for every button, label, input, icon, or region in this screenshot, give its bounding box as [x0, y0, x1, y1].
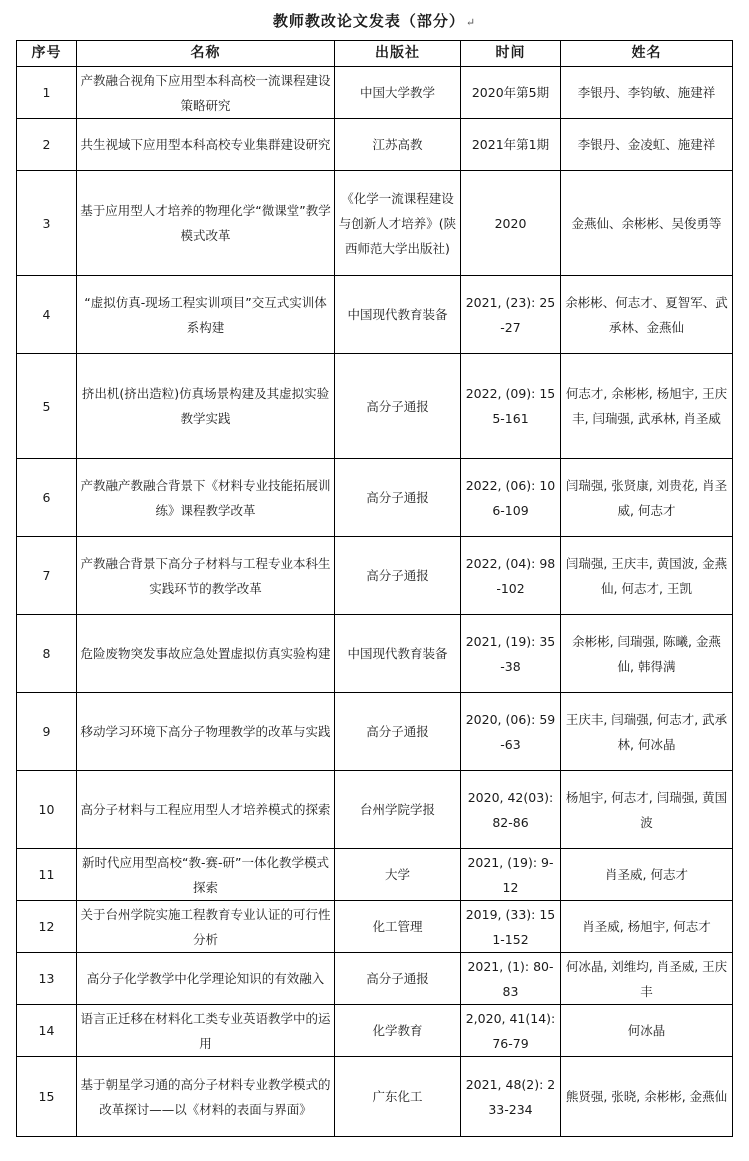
- paper-title-cell: [77, 1057, 335, 1137]
- row-number: 4: [42, 307, 51, 322]
- row-number-cell: [17, 849, 77, 901]
- publish-time: 2021, (19): 9-12: [467, 854, 554, 895]
- publisher-cell: [335, 537, 461, 615]
- paper-title: 危险废物突发事故应急处置虚拟仿真实验构建: [80, 646, 331, 661]
- authors: 肖圣威, 何志才: [605, 867, 688, 882]
- publisher: 大学: [384, 867, 410, 882]
- authors-cell: [561, 901, 733, 953]
- paper-title-cell: [77, 459, 335, 537]
- authors-cell: [561, 276, 733, 354]
- authors-cell: [561, 537, 733, 615]
- row-number: 13: [38, 971, 55, 986]
- paper-title-cell: [77, 171, 335, 276]
- row-number: 6: [42, 490, 51, 505]
- publisher-cell: [335, 1005, 461, 1057]
- table-row: [17, 771, 733, 849]
- paper-title: 语言正迁移在材料化工类专业英语教学中的运用: [80, 1010, 331, 1051]
- paper-title: 高分子化学教学中化学理论知识的有效融入: [86, 971, 325, 986]
- publisher: 高分子通报: [366, 490, 429, 505]
- paper-title-cell: [77, 771, 335, 849]
- authors: 杨旭宇, 何志才, 闫瑞强, 黄国波: [565, 789, 728, 830]
- publish-time: 2021, (19): 35-38: [465, 633, 556, 674]
- publish-time: 2020年第5期: [471, 85, 550, 100]
- row-number: 5: [42, 398, 51, 414]
- table-row: [17, 276, 733, 354]
- paper-title: 基于应用型人才培养的物理化学“微课堂”教学模式改革: [80, 203, 331, 243]
- authors: 余彬彬, 闫瑞强, 陈曦, 金燕仙, 韩得满: [572, 633, 721, 674]
- authors: 何冰晶: [627, 1023, 666, 1038]
- paper-title: 新时代应用型高校“教-赛-研”一体化教学模式探索: [82, 854, 329, 895]
- row-number-cell: [17, 171, 77, 276]
- paper-title: 关于台州学院实施工程教育专业认证的可行性分析: [80, 906, 331, 947]
- paper-title: 产教融产教融合背景下《材料专业技能拓展训练》课程教学改革: [80, 477, 331, 518]
- publisher-cell: [335, 771, 461, 849]
- publisher: 化学教育: [372, 1023, 423, 1038]
- row-number-cell: [17, 276, 77, 354]
- paper-title: 基于朝星学习通的高分子材料专业教学模式的改革探讨——以《材料的表面与界面》: [80, 1076, 331, 1117]
- paper-title-cell: [77, 354, 335, 459]
- publisher-cell: [335, 693, 461, 771]
- col-header-title: 名称: [77, 41, 335, 67]
- paper-title-cell: [77, 537, 335, 615]
- row-number-cell: [17, 537, 77, 615]
- publisher: 中国现代教育装备: [347, 646, 448, 661]
- publisher: 高分子通报: [366, 568, 429, 583]
- row-number-cell: [17, 1005, 77, 1057]
- paper-title: “虚拟仿真-现场工程实训项目”交互式实训体系构建: [84, 294, 327, 335]
- authors-cell: [561, 354, 733, 459]
- paragraph-mark-icon: ↵: [465, 16, 477, 29]
- publisher-cell: [335, 459, 461, 537]
- col-header-time: 时间: [461, 41, 561, 67]
- row-number-cell: [17, 119, 77, 171]
- row-number-cell: [17, 771, 77, 849]
- paper-title-cell: [77, 901, 335, 953]
- row-number-cell: [17, 459, 77, 537]
- publisher: 《化学一流课程建设与创新人才培养》(陕西师范大学出版社): [338, 190, 457, 256]
- publish-time: 2022, (06): 106-109: [465, 477, 556, 518]
- publisher-cell: [335, 1057, 461, 1137]
- publisher: 化工管理: [372, 919, 423, 934]
- authors-cell: [561, 67, 733, 119]
- paper-title-cell: [77, 953, 335, 1005]
- publish-time-cell: [461, 1005, 561, 1057]
- publish-time-cell: [461, 459, 561, 537]
- authors: 金燕仙、余彬彬、吴俊勇等: [571, 215, 722, 231]
- publish-time-cell: [461, 119, 561, 171]
- authors-cell: [561, 1057, 733, 1137]
- table-row: [17, 354, 733, 459]
- row-number-cell: [17, 615, 77, 693]
- publish-time-cell: [461, 693, 561, 771]
- row-number-cell: [17, 1057, 77, 1137]
- row-number: 7: [42, 568, 51, 583]
- table-row: [17, 693, 733, 771]
- row-number: 14: [38, 1023, 55, 1038]
- table-row: [17, 67, 733, 119]
- authors-cell: [561, 615, 733, 693]
- authors: 何冰晶, 刘维均, 肖圣威, 王庆丰: [565, 958, 728, 999]
- publish-time-cell: [461, 171, 561, 276]
- paper-title: 高分子材料与工程应用型人才培养模式的探索: [80, 802, 331, 817]
- table-row: [17, 171, 733, 276]
- publisher-cell: [335, 276, 461, 354]
- publisher-cell: [335, 901, 461, 953]
- table-body: [17, 67, 733, 1137]
- publish-time: 2021, (1): 80-83: [467, 958, 554, 999]
- authors-cell: [561, 1005, 733, 1057]
- authors-cell: [561, 849, 733, 901]
- publisher-cell: [335, 171, 461, 276]
- row-number: 15: [38, 1089, 55, 1104]
- row-number: 8: [42, 646, 51, 661]
- authors-cell: [561, 771, 733, 849]
- col-header-publisher: 出版社: [335, 41, 461, 67]
- paper-title-cell: [77, 67, 335, 119]
- authors-cell: [561, 953, 733, 1005]
- publisher-cell: [335, 119, 461, 171]
- authors-cell: [561, 119, 733, 171]
- publish-time-cell: [461, 1057, 561, 1137]
- authors: 余彬彬、何志才、夏智军、武承林、金燕仙: [565, 294, 728, 335]
- authors: 何志才, 余彬彬, 杨旭宇, 王庆丰, 闫瑞强, 武承林, 肖圣威: [565, 386, 728, 426]
- publisher: 广东化工: [372, 1089, 423, 1104]
- publisher: 高分子通报: [366, 971, 429, 986]
- publish-time-cell: [461, 615, 561, 693]
- paper-title-cell: [77, 693, 335, 771]
- publisher-cell: [335, 849, 461, 901]
- authors-cell: [561, 459, 733, 537]
- publish-time: 2020: [494, 215, 527, 231]
- paper-title-cell: [77, 119, 335, 171]
- paper-title: 产教融合视角下应用型本科高校一流课程建设策略研究: [80, 72, 331, 113]
- authors-cell: [561, 693, 733, 771]
- papers-table: [16, 40, 733, 1137]
- table-row: [17, 953, 733, 1005]
- publisher: 高分子通报: [366, 398, 429, 414]
- paper-title-cell: [77, 1005, 335, 1057]
- row-number: 1: [42, 85, 51, 100]
- row-number-cell: [17, 693, 77, 771]
- authors-cell: [561, 171, 733, 276]
- paper-title: 移动学习环境下高分子物理教学的改革与实践: [80, 724, 331, 739]
- authors: 肖圣威, 杨旭宇, 何志才: [582, 919, 711, 934]
- row-number-cell: [17, 901, 77, 953]
- table-row: [17, 849, 733, 901]
- paper-title-cell: [77, 849, 335, 901]
- row-number: 10: [38, 802, 55, 817]
- row-number: 3: [42, 215, 51, 231]
- publish-time-cell: [461, 67, 561, 119]
- authors: 闫瑞强, 王庆丰, 黄国波, 金燕仙, 何志才, 王凯: [565, 555, 728, 596]
- authors: 闫瑞强, 张贤康, 刘贵花, 肖圣威, 何志才: [565, 477, 728, 518]
- col-header-no: 序号: [17, 41, 77, 67]
- publish-time-cell: [461, 771, 561, 849]
- publisher-cell: [335, 615, 461, 693]
- publisher-cell: [335, 67, 461, 119]
- paper-title: 挤出机(挤出造粒)仿真场景构建及其虚拟实验教学实践: [81, 386, 330, 426]
- document-title: [0, 10, 749, 34]
- publish-time: 2019, (33): 151-152: [465, 906, 556, 947]
- table-row: [17, 1005, 733, 1057]
- authors: 李银丹、李钧敏、施建祥: [577, 85, 716, 100]
- publish-time: 2022, (09): 155-161: [465, 386, 556, 426]
- row-number-cell: [17, 67, 77, 119]
- title-text: 教师教改论文发表（部分）: [272, 12, 465, 30]
- publish-time-cell: [461, 901, 561, 953]
- header-row: [17, 41, 733, 67]
- publisher: 台州学院学报: [359, 802, 435, 817]
- publisher: 中国现代教育装备: [347, 307, 448, 322]
- table-row: [17, 537, 733, 615]
- publisher: 中国大学教学: [359, 85, 435, 100]
- publisher: 江苏高教: [372, 137, 423, 152]
- publisher: 高分子通报: [366, 724, 429, 739]
- paper-title: 产教融合背景下高分子材料与工程专业本科生实践环节的教学改革: [80, 555, 331, 596]
- row-number: 11: [38, 867, 55, 882]
- publisher-cell: [335, 354, 461, 459]
- table-row: [17, 1057, 733, 1137]
- row-number: 12: [38, 919, 55, 934]
- table-row: [17, 119, 733, 171]
- publish-time: 2020, (06): 59-63: [465, 711, 556, 752]
- publish-time: 2021年第1期: [471, 137, 550, 152]
- row-number-cell: [17, 953, 77, 1005]
- table-row: [17, 615, 733, 693]
- table-row: [17, 459, 733, 537]
- publish-time-cell: [461, 953, 561, 1005]
- publisher-cell: [335, 953, 461, 1005]
- publish-time-cell: [461, 537, 561, 615]
- paper-title-cell: [77, 615, 335, 693]
- publish-time: 2,020, 41(14): 76-79: [465, 1010, 556, 1051]
- paper-title-cell: [77, 276, 335, 354]
- authors: 李银丹、金凌虹、施建祥: [577, 137, 716, 152]
- publish-time: 2021, (23): 25-27: [465, 294, 556, 335]
- row-number: 2: [42, 137, 51, 152]
- publish-time: 2020, 42(03): 82-86: [467, 789, 554, 830]
- authors: 王庆丰, 闫瑞强, 何志才, 武承林, 何冰晶: [565, 711, 728, 752]
- publish-time: 2021, 48(2): 233-234: [465, 1076, 556, 1117]
- publish-time-cell: [461, 354, 561, 459]
- col-header-authors: 姓名: [561, 41, 733, 67]
- authors: 熊贤强, 张晓, 余彬彬, 金燕仙: [565, 1089, 728, 1104]
- paper-title: 共生视域下应用型本科高校专业集群建设研究: [80, 137, 331, 152]
- publish-time-cell: [461, 276, 561, 354]
- publish-time-cell: [461, 849, 561, 901]
- row-number: 9: [42, 724, 51, 739]
- row-number-cell: [17, 354, 77, 459]
- publish-time: 2022, (04): 98-102: [465, 555, 556, 596]
- table-row: [17, 901, 733, 953]
